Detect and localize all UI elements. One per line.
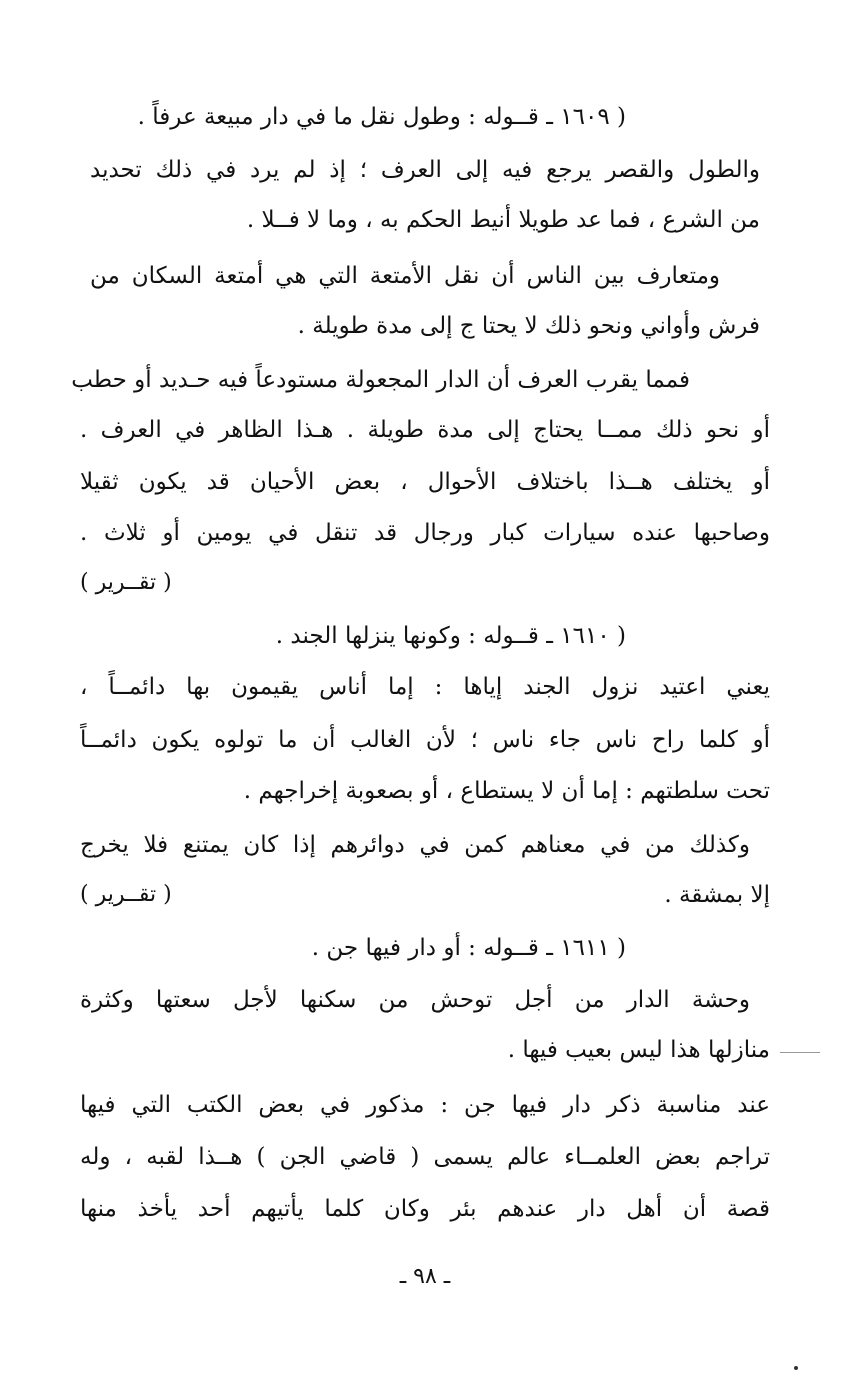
text-line-15: إلا بمشقة . (664, 882, 770, 908)
margin-dot (794, 1366, 798, 1370)
text-line-2: والطول والقصر يرجع فيه إلى العرف ؛ إذ لم يرد في ذلك تحديد (90, 157, 760, 183)
text-line-10: ( ١٦١٠ ـ قــوله : وكونها ينزلها الجند . (275, 623, 626, 649)
text-line-7: أو نحو ذلك ممــا يحتاج إلى مدة طويلة . هـذا الظاهر في العرف . (80, 417, 770, 443)
text-line-3: من الشرع ، فما عد طويلا أنيط الحكم به ، وما لا فــلا . (246, 207, 760, 233)
text-tag-1: ( تقــرير ) (80, 570, 172, 595)
text-line-13: تحت سلطتهم : إما أن لا يستطاع ، أو بصعوبة إخراجهم . (243, 778, 770, 804)
text-line-19: عند مناسبة ذكر دار فيها جن : مذكور في بعض الكتب التي فيها (80, 1092, 770, 1118)
text-line-6: فمما يقرب العرف أن الدار المجعولة مستودعاً فيه حـديد أو حطب (71, 367, 690, 393)
text-tag-2: ( تقــرير ) (80, 882, 172, 907)
text-line-20: تراجم بعض العلمــاء عالم يسمى ( قاضي الجن ) هــذا لقبه ، وله (80, 1144, 770, 1170)
text-line-5: فرش وأواني ونحو ذلك لا يحتا ج إلى مدة طويلة . (297, 313, 760, 339)
text-line-1: ( ١٦٠٩ ـ قــوله : وطول نقل ما في دار مبيعة عرفاً . (137, 104, 626, 130)
text-line-4: ومتعارف بين الناس أن نقل الأمتعة التي هي أمتعة السكان من (90, 263, 720, 289)
text-line-11: يعني اعتيد نزول الجند إياها : إما أناس يقيمون بها دائمــاً ، (80, 674, 770, 700)
text-line-18: منازلها هذا ليس بعيب فيها . (507, 1037, 770, 1063)
text-line-14: وكذلك من في معناهم كمن في دوائرهم إذا كان يمتنع فلا يخرج (80, 832, 750, 858)
text-line-12: أو كلما راح ناس جاء ناس ؛ لأن الغالب أن ما تولوه يكون دائمــاً (80, 727, 770, 753)
margin-dash (780, 1052, 820, 1053)
text-line-16: ( ١٦١١ ـ قــوله : أو دار فيها جن . (311, 935, 626, 961)
text-line-21: قصة أن أهل دار عندهم بئر وكان كلما يأتيهم أحد يأخذ منها (80, 1196, 770, 1222)
page-number: ـ ٩٨ ـ (399, 1264, 451, 1289)
text-line-8: أو يختلف هــذا باختلاف الأحوال ، بعض الأحيان قد يكون ثقيلا (80, 469, 770, 495)
text-line-9: وصاحبها عنده سيارات كبار ورجال قد تنقل في يومين أو ثلاث . (80, 520, 770, 546)
text-line-17: وحشة الدار من أجل توحش من سكنها لأجل سعتها وكثرة (80, 987, 750, 1013)
